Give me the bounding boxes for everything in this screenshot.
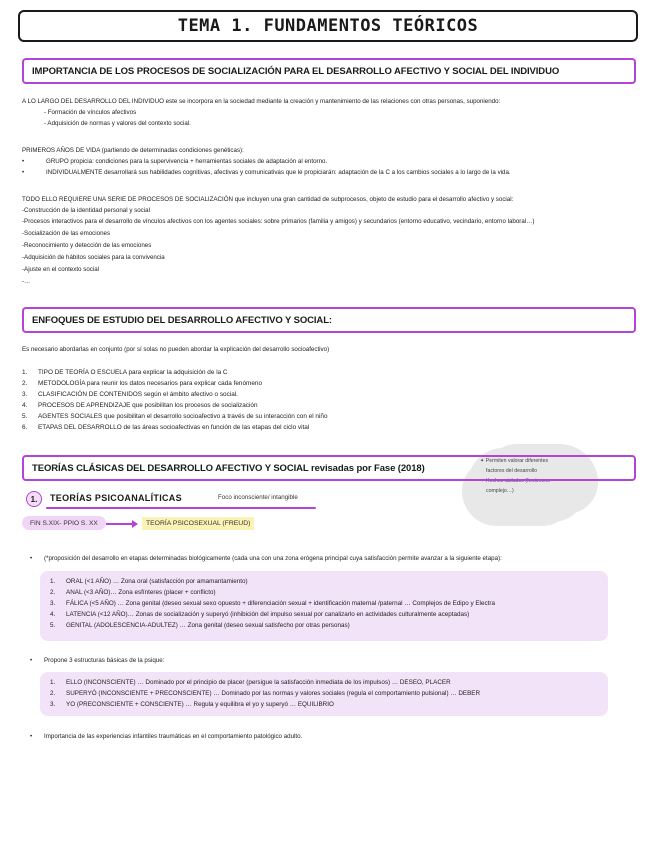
section-heading-enfoques: ENFOQUES DE ESTUDIO DEL DESARROLLO AFECTIVO Y SOCIAL: — [22, 307, 636, 333]
section1-sub-item: - Adquisición de normas y valores del contexto social. — [44, 120, 191, 127]
section1-intro: A LO LARGO DEL DESARROLLO DEL INDIVIDUO este se incorpora en la sociedad mediante la creación y mantenimiento de las relaciones con otras personas, suponiendo: — [22, 98, 501, 105]
list-item: 1. ELLO (INCONSCIENTE) … Dominado por el principio de placer (persigue la satisfacción inmediata de los impulsos) … DESEO, PLACER — [50, 679, 451, 686]
list-item: 6. ETAPAS DEL DESARROLLO de las áreas socioafectivas en función de las etapas del ciclo vital — [22, 424, 310, 431]
structures-list — [50, 677, 480, 710]
bulb-icon: ✦ — [480, 478, 486, 484]
enfoques-list — [22, 367, 328, 433]
list-item: 4. PROCESOS DE APRENDIZAJE que posibilitan los procesos de socialización — [22, 402, 258, 409]
section1-sub-item: - Formación de vínculos afectivos — [44, 109, 137, 116]
list-item: 3. YO (PRECONSCIENTE + CONSCIENTE) … Regula y equilibra el yo y superyó … EQUILIBRIO — [50, 701, 334, 708]
first-years-item: • GRUPO propicia: condiciones para la supervivencia + herramientas sociales de adaptación al entorno. — [22, 156, 327, 168]
requires-item: -… — [22, 278, 31, 285]
first-years-title: PRIMEROS AÑOS DE VIDA (partiendo de determinadas condiciones genéticas): — [22, 147, 244, 154]
bullet-icon: • — [30, 657, 33, 664]
structures-title: • Propone 3 estructuras básicas de la psique: — [30, 655, 164, 667]
list-item: 5. GENITAL (ADOLESCENCIA-ADULTEZ) … Zona genital (deseo sexual satisfecho por otras personas) — [50, 622, 350, 629]
page-title: TEMA 1. FUNDAMENTOS TEÓRICOS — [18, 10, 638, 42]
theory-highlight: TEORÍA PSICOSEXUAL (FREUD) — [142, 517, 254, 530]
section2-intro: Es necesario abordarlas en conjunto (por sí solas no pueden abordar la explicación del desarrollo socioafectivo) — [22, 346, 330, 353]
first-years-item: • INDIVIDUALMENTE desarrollará sus habilidades cognitivas, afectivas y comunicativas que le propiciarán: adaptación de la C a los cambios sociales a lo largo de la vida. — [22, 167, 511, 179]
requires-item: -Reconocimiento y detección de las emociones — [22, 242, 152, 249]
list-item: 4. LATENCIA (<12 AÑO)… Zonas de socialización y superyó (inhibición del impulso sexual por canalizarlo en actividades culturalmente aceptadas) — [50, 611, 470, 618]
bullet-icon: • — [30, 733, 33, 740]
list-item: 2. SUPERYÓ (INCONSCIENTE + PRECONSCIENTE) … Dominado por las normas y valores sociales (regula el comportamiento pulsional) … DEBER — [50, 690, 481, 697]
requires-item: -Procesos interactivos para el desarrollo de vínculos afectivos con los agentes sociales: sobre primarios (familia y amigos) y secundarios (entorno educativo, vecindario, entorno laboral…) — [22, 218, 535, 225]
underline-decoration — [46, 507, 316, 509]
bullet-icon: • — [30, 555, 33, 562]
section-number-badge: 1. — [26, 491, 42, 507]
list-item: 1. ORAL (<1 AÑO) … Zona oral (satisfacción por amamantamiento) — [50, 578, 248, 585]
cloud-note: ✦ Permiten valorar diferentes factores del desarrollo ✦ Hechos aislados (fenómeno complejo…) — [480, 458, 551, 494]
arrow-head-icon — [132, 520, 138, 528]
list-item: 3. CLASIFICACIÓN DE CONTENIDOS según el ámbito afectivo o social. — [22, 391, 238, 398]
list-item: 2. ANAL (<3 AÑO)… Zona esfínteres (placer + conflicto) — [50, 589, 216, 596]
list-item: 3. FÁLICA (<5 AÑO) … Zona genital (deseo sexual sexo opuesto + diferenciación sexual + identificación maternal /paternal … Complejos de Edipo y Electra — [50, 600, 495, 607]
requires-item: -Socialización de las emociones — [22, 230, 111, 237]
requires-item: -Construcción de la identidad personal y social — [22, 207, 150, 214]
list-item: 2. METODOLOGÍA para reunir los datos necesarios para explicar cada fenómeno — [22, 380, 263, 387]
psycho-title: TEORÍAS PSICOANALÍTICAS — [50, 493, 182, 503]
final-note: • Importancia de las experiencias infantiles traumáticas en el comportamiento patológico adulto. — [30, 731, 302, 743]
requires-title: TODO ELLO REQUIERE UNA SERIE DE PROCESOS DE SOCIALIZACIÓN que incluyen una gran cantidad de subprocesos, objeto de estudio para el desarrollo afectivo y social: — [22, 196, 514, 203]
period-pill: FIN S.XIX- PPIO S. XX — [22, 516, 106, 530]
proposition: • (*proposición del desarrollo en etapas determinadas biológicamente (cada una con una zona erógena principal cuya satisfacción permite avanzar a la siguiente etapa): — [30, 553, 502, 565]
bullet-icon: • — [22, 158, 25, 165]
bullet-icon: • — [22, 169, 25, 176]
section-heading-socializacion: IMPORTANCIA DE LOS PROCESOS DE SOCIALIZACIÓN PARA EL DESARROLLO AFECTIVO Y SOCIAL DEL INDIVIDUO — [22, 58, 636, 84]
bulb-icon: ✦ — [480, 458, 486, 464]
list-item: 5. AGENTES SOCIALES que posibilitan el desarrollo socioafectivo a través de su interacción con el niño — [22, 413, 328, 420]
psycho-note: Foco inconsciente/ intangible — [218, 494, 298, 501]
stages-list — [50, 576, 495, 631]
requires-item: -Adquisición de hábitos sociales para la convivencia — [22, 254, 165, 261]
list-item: 1. TIPO DE TEORÍA O ESCUELA para explicar la adquisición de la C — [22, 369, 228, 376]
section-heading-teorias-clasicas: TEORÍAS CLÁSICAS DEL DESARROLLO AFECTIVO Y SOCIAL revisadas por Fase (2018) — [22, 455, 636, 481]
requires-item: -Ajuste en el contexto social — [22, 266, 100, 273]
